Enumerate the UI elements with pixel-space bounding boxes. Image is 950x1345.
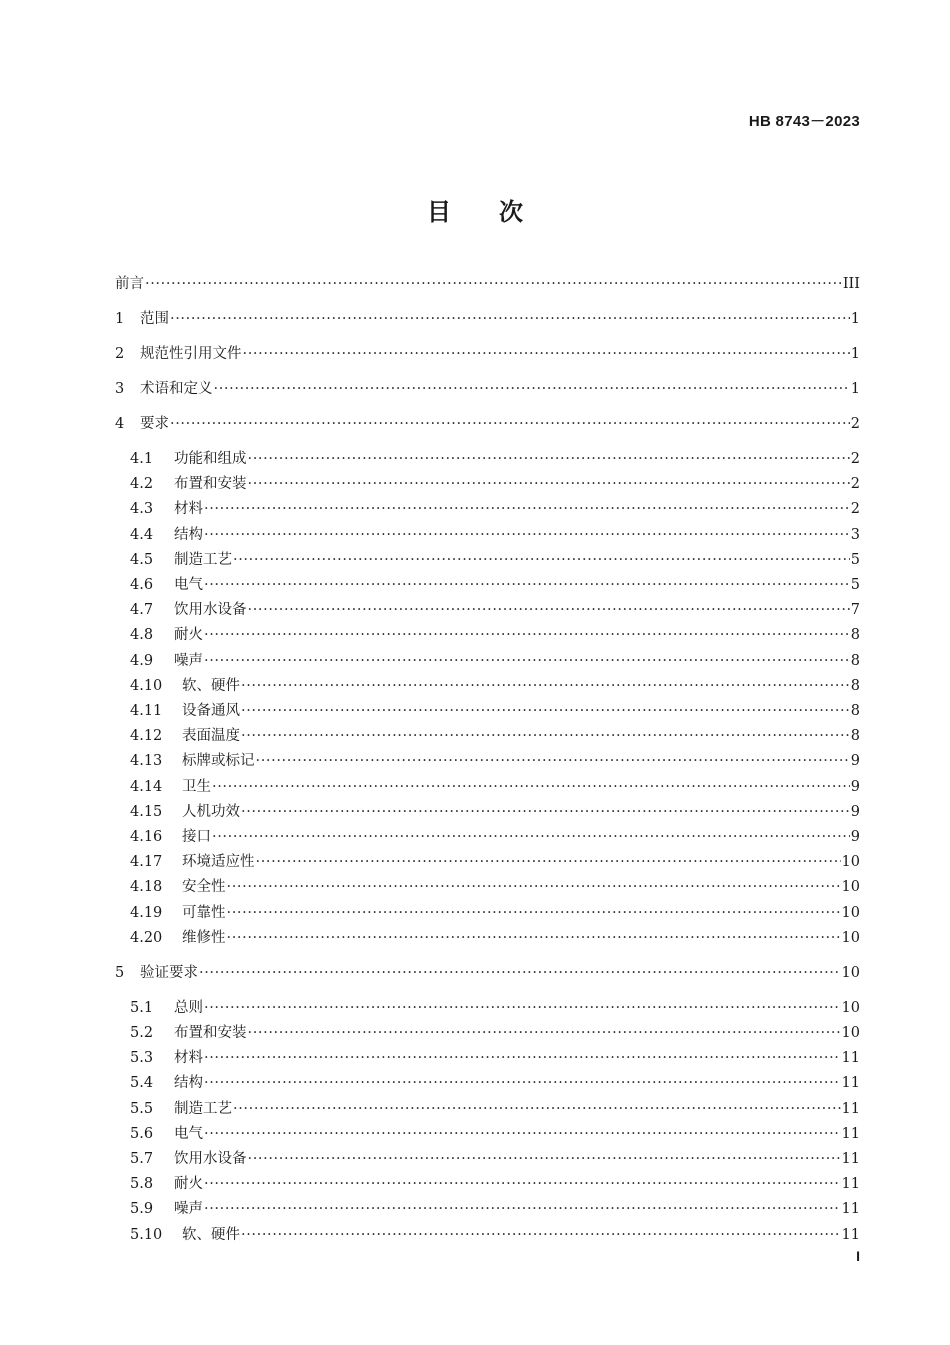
toc-entry-page: 10 (841, 964, 860, 981)
toc-entry-label: 软、硬件 (182, 1226, 240, 1243)
toc-entry-label: 布置和安装 (174, 1025, 247, 1041)
toc-entry-page: 5 (850, 577, 860, 593)
toc-entry[interactable] (115, 343, 860, 365)
toc-entry-label: 材料 (174, 1050, 203, 1067)
toc-leader-dots (204, 624, 850, 646)
toc-entry-page: 10 (841, 1025, 860, 1041)
toc-entry-label: 总则 (174, 999, 203, 1016)
toc-entry-label: 耐火 (174, 1176, 203, 1193)
toc-leader-dots (233, 1098, 841, 1120)
toc-entry[interactable] (115, 1224, 860, 1246)
toc-entry-number: 5.3 (130, 1050, 154, 1067)
toc-entry-label: 规范性引用文件 (140, 346, 242, 362)
toc-entry-number: 2 (115, 346, 125, 362)
toc-leader-dots (199, 962, 841, 984)
toc-entry-page: 11 (841, 1050, 860, 1067)
toc-entry-number: 5.1 (130, 999, 154, 1016)
toc-leader-dots (204, 498, 850, 520)
toc-entry-label: 功能和组成 (174, 451, 247, 467)
toc-leader-dots (204, 650, 850, 672)
toc-entry-page: 11 (841, 1125, 860, 1142)
toc-leader-dots (241, 801, 850, 823)
toc-entry[interactable] (115, 273, 860, 295)
toc-entry-page: 5 (850, 551, 860, 568)
toc-entry-page: 10 (841, 904, 860, 921)
toc-entry[interactable] (115, 448, 860, 470)
title-char-left: 目 (427, 198, 451, 226)
toc-leader-dots (204, 1123, 841, 1145)
toc-leader-dots (204, 1198, 841, 1220)
toc-leader-dots (212, 776, 850, 798)
toc-entry-number: 5.9 (130, 1201, 154, 1218)
toc-entry-number: 4.20 (130, 929, 163, 946)
toc-entry-page: 1 (850, 311, 860, 327)
toc-entry-number: 4.14 (130, 778, 163, 795)
toc-entry-number: 4.5 (130, 551, 154, 568)
toc-entry[interactable] (115, 650, 860, 672)
toc-leader-dots (212, 826, 850, 848)
toc-entry-page: 7 (850, 602, 860, 619)
toc-entry[interactable] (115, 700, 860, 722)
toc-leader-dots (204, 997, 841, 1019)
toc-entry-label: 接口 (182, 829, 211, 845)
toc-entry-label: 制造工艺 (174, 551, 232, 568)
toc-entry-label: 制造工艺 (174, 1100, 232, 1117)
toc-entry-number: 4 (115, 416, 125, 432)
toc-entry[interactable] (115, 1173, 860, 1195)
toc-leader-dots (145, 273, 842, 295)
toc-entry-number: 4.17 (130, 854, 163, 871)
toc-entry-label: 人机功效 (182, 803, 240, 820)
toc-entry-number: 5.7 (130, 1151, 154, 1167)
toc-entry-page: 1 (850, 381, 860, 397)
page-title (0, 192, 950, 227)
toc-entry-page: 2 (850, 416, 860, 432)
toc-entry-label: 材料 (174, 501, 203, 518)
toc-entry-label: 卫生 (182, 778, 211, 795)
toc-entry[interactable] (115, 599, 860, 621)
toc-entry-number: 5.2 (130, 1025, 154, 1041)
toc-entry-number: 4.16 (130, 829, 163, 845)
toc-entry-number: 4.6 (130, 577, 154, 593)
toc-entry-page: 8 (850, 652, 860, 669)
toc-entry-label: 噪声 (174, 1201, 203, 1218)
toc-entry-page: 11 (841, 1075, 860, 1092)
toc-leader-dots (227, 902, 841, 924)
toc-leader-dots (233, 549, 850, 571)
toc-leader-dots (248, 599, 850, 621)
toc-entry-number: 4.2 (130, 476, 154, 493)
toc-entry-label: 表面温度 (182, 728, 240, 745)
toc-entry-number: 5.8 (130, 1176, 154, 1193)
toc-entry-page: 8 (850, 677, 860, 694)
toc-entry[interactable] (115, 1047, 860, 1069)
toc-entry-number: 4.12 (130, 728, 163, 745)
toc-entry-number: 4.7 (130, 602, 154, 619)
toc-entry[interactable] (115, 1098, 860, 1120)
toc-leader-dots (227, 876, 841, 898)
toc-entry[interactable] (115, 624, 860, 646)
toc-entry-number: 4.10 (130, 677, 163, 694)
toc-entry-page: 2 (850, 501, 860, 518)
toc-leader-dots (170, 413, 850, 435)
toc-entry-label: 电气 (174, 577, 203, 593)
toc-entry-label: 结构 (174, 526, 203, 543)
toc-entry[interactable] (115, 927, 860, 949)
toc-entry[interactable] (115, 524, 860, 546)
toc-entry-page: 9 (850, 753, 860, 770)
toc-entry-number: 4.19 (130, 904, 163, 921)
toc-entry[interactable] (115, 473, 860, 495)
toc-entry[interactable] (115, 1072, 860, 1094)
toc-leader-dots (248, 448, 850, 470)
toc-leader-dots (204, 1072, 841, 1094)
toc-entry[interactable] (115, 574, 860, 596)
toc-entry-label: 噪声 (174, 652, 203, 669)
toc-leader-dots (204, 1047, 841, 1069)
toc-entry-number: 4.4 (130, 526, 154, 543)
toc-leader-dots (256, 851, 841, 873)
toc-entry-label: 标牌或标记 (182, 753, 255, 770)
toc-entry-page: 11 (841, 1176, 860, 1193)
toc-leader-dots (241, 700, 850, 722)
toc-entry[interactable] (115, 498, 860, 520)
toc-entry-number: 5.4 (130, 1075, 154, 1092)
toc-entry-page: 10 (841, 854, 860, 871)
toc-leader-dots (241, 675, 850, 697)
toc-leader-dots (243, 343, 850, 365)
title-char-right: 次 (499, 198, 523, 226)
toc-leader-dots (248, 1022, 841, 1044)
toc-entry[interactable] (115, 997, 860, 1019)
toc-entry[interactable] (115, 962, 860, 984)
toc-entry-label: 电气 (174, 1125, 203, 1142)
toc-entry[interactable] (115, 902, 860, 924)
toc-entry[interactable] (115, 1022, 860, 1044)
toc-entry[interactable] (115, 378, 860, 400)
toc-entry-number: 1 (115, 311, 125, 327)
toc-leader-dots (204, 1173, 841, 1195)
toc-entry-page: 9 (850, 778, 860, 795)
toc-entry[interactable] (115, 826, 860, 848)
toc-leader-dots (214, 378, 850, 400)
toc-entry-number: 4.13 (130, 753, 163, 770)
toc-entry-label: 可靠性 (182, 904, 226, 921)
toc-entry[interactable] (115, 1148, 860, 1170)
toc-leader-dots (241, 725, 850, 747)
toc-entry-page: 11 (841, 1201, 860, 1218)
toc-entry-label: 软、硬件 (182, 677, 240, 694)
toc-entry[interactable] (115, 801, 860, 823)
toc-entry-page: 9 (850, 803, 860, 820)
toc-entry-page: 8 (850, 627, 860, 644)
toc-entry-number: 4.11 (130, 703, 163, 719)
toc-entry-page: 2 (850, 451, 860, 467)
toc-entry-label: 环境适应性 (182, 854, 255, 871)
standard-number: HB 8743－2023 (748, 113, 860, 130)
toc-entry[interactable] (115, 413, 860, 435)
toc-entry-label: 范围 (140, 311, 169, 327)
toc-entry-label: 维修性 (182, 929, 226, 946)
toc-entry[interactable] (115, 750, 860, 772)
toc-entry-number: 4.15 (130, 803, 163, 820)
toc-leader-dots (248, 473, 850, 495)
toc-entry-label: 结构 (174, 1075, 203, 1092)
toc-entry[interactable] (115, 1123, 860, 1145)
toc-leader-dots (241, 1224, 841, 1246)
toc-entry-label: 饮用水设备 (174, 602, 247, 619)
toc-entry-label: 前言 (115, 276, 144, 292)
toc-entry-page: III (842, 276, 860, 292)
toc-entry-label: 要求 (140, 416, 169, 432)
toc-entry-label: 饮用水设备 (174, 1151, 247, 1167)
toc-entry-page: 9 (850, 829, 860, 845)
toc-entry-page: 11 (841, 1100, 860, 1117)
toc-entry[interactable] (115, 725, 860, 747)
toc-entry-page: 11 (841, 1151, 860, 1167)
toc-entry-label: 耐火 (174, 627, 203, 644)
toc-entry-label: 布置和安装 (174, 476, 247, 493)
toc-entry-number: 4.3 (130, 501, 154, 518)
toc-entry-page: 10 (841, 999, 860, 1016)
toc-entry-number: 5.10 (130, 1226, 163, 1243)
toc-entry-label: 安全性 (182, 879, 226, 896)
toc-entry-number: 5.6 (130, 1125, 154, 1142)
toc-entry[interactable] (115, 876, 860, 898)
toc-entry-page: 11 (841, 1226, 860, 1243)
toc-entry-number: 5.5 (130, 1100, 154, 1117)
toc-entry[interactable] (115, 549, 860, 571)
toc-entry-number: 5 (115, 964, 125, 981)
toc-entry-page: 1 (850, 346, 860, 362)
toc-entry-page: 10 (841, 929, 860, 946)
toc-entry-page: 10 (841, 879, 860, 896)
toc-entry-number: 3 (115, 381, 125, 397)
toc-leader-dots (256, 750, 850, 772)
toc-entry[interactable] (115, 308, 860, 330)
toc-entry[interactable] (115, 1198, 860, 1220)
toc-leader-dots (204, 524, 850, 546)
toc-leader-dots (170, 308, 850, 330)
toc-entry[interactable] (115, 776, 860, 798)
toc-entry-number: 4.9 (130, 652, 154, 669)
toc-entry-number: 4.18 (130, 879, 163, 896)
toc-entry-page: 8 (850, 728, 860, 745)
toc-entry-number: 4.1 (130, 451, 154, 467)
toc-entry-number: 4.8 (130, 627, 154, 644)
toc-entry-label: 设备通风 (182, 703, 240, 719)
toc-entry-label: 验证要求 (140, 964, 198, 981)
toc-entry-label: 术语和定义 (140, 381, 213, 397)
page-folio: I (856, 1248, 860, 1264)
toc-leader-dots (227, 927, 841, 949)
toc-entry-page: 3 (850, 526, 860, 543)
toc-entry-page: 8 (850, 703, 860, 719)
toc-leader-dots (248, 1148, 841, 1170)
toc-leader-dots (204, 574, 850, 596)
toc-entry-page: 2 (850, 476, 860, 493)
toc-entry[interactable] (115, 675, 860, 697)
toc-entry[interactable] (115, 851, 860, 873)
